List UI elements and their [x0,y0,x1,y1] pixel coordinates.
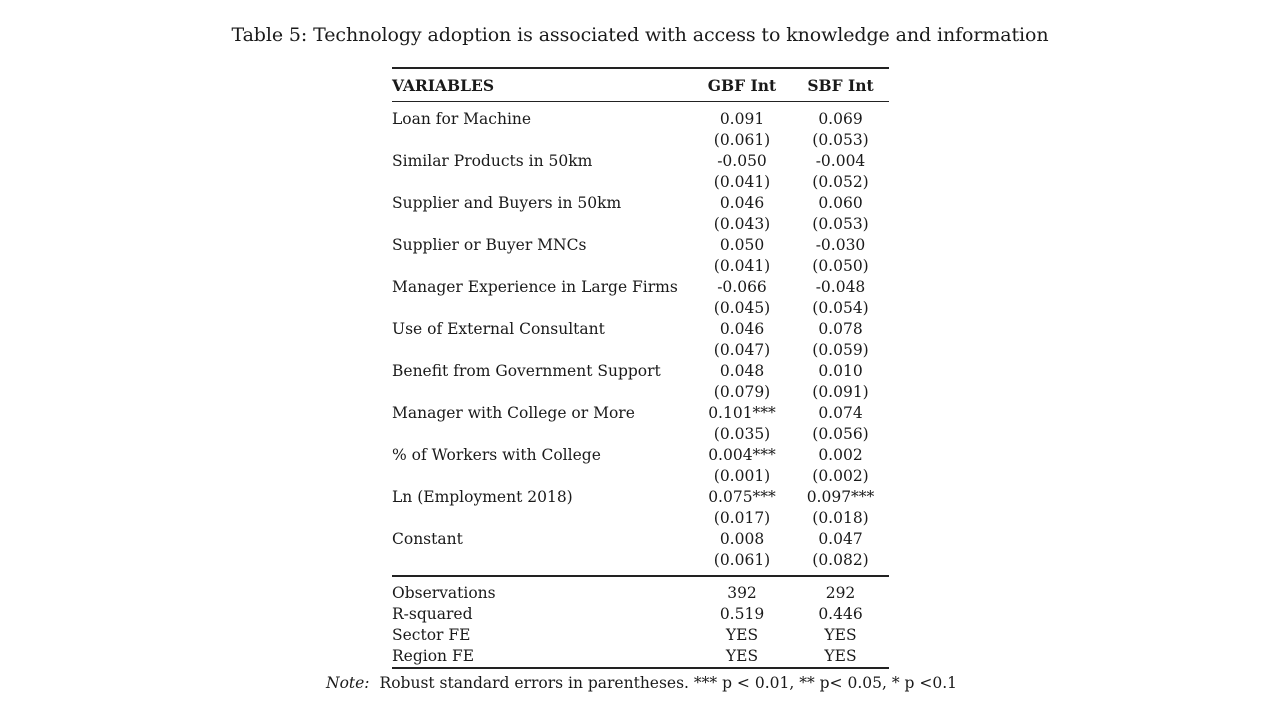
variable-label: Constant [392,530,463,548]
gbf-coefficient: 0.048 [719,362,765,380]
gbf-standard-error: (0.047) [713,341,771,359]
gbf-coefficient: -0.066 [717,278,767,296]
variable-label: % of Workers with College [392,446,601,464]
table-row [392,277,889,298]
sbf-coefficient: 0.060 [818,194,863,212]
sbf-standard-error: (0.053) [812,131,869,149]
table-row-se [392,340,889,361]
sbf-coefficient: 0.097*** [806,488,875,506]
stats-body [392,576,889,668]
variable-label: Use of External Consultant [392,320,605,338]
regression-table [392,67,889,669]
stats-row [392,646,889,668]
table-row-se [392,214,889,235]
stats-row [392,625,889,646]
gbf-standard-error: (0.045) [713,299,771,317]
gbf-standard-error: (0.035) [713,425,771,443]
sbf-coefficient: 0.002 [818,446,863,464]
variable-label: Benefit from Government Support [392,362,661,380]
table-row [392,403,889,424]
table-row [392,319,889,340]
stat-label: Observations [392,584,496,602]
regression-table-container [392,67,889,669]
sbf-standard-error: (0.054) [812,299,869,317]
stat-label: Region FE [392,647,475,665]
stats-row [392,583,889,604]
sbf-standard-error: (0.082) [812,551,869,569]
sbf-standard-error: (0.091) [812,383,869,401]
sbf-standard-error: (0.002) [812,467,869,485]
variable-label: Ln (Employment 2018) [392,488,573,506]
table-row-se [392,424,889,445]
stat-label: R-squared [392,605,473,623]
gbf-coefficient: 0.004*** [708,446,776,464]
sbf-stat-value: 0.446 [818,605,863,623]
sbf-stat-value: YES [824,647,857,665]
table-row [392,529,889,550]
table-row [392,109,889,130]
sbf-coefficient: -0.048 [815,278,866,296]
gbf-coefficient: 0.008 [719,530,765,548]
table-row [392,445,889,466]
sbf-standard-error: (0.052) [812,173,869,191]
table-note [326,674,957,692]
gbf-standard-error: (0.017) [713,509,771,527]
sbf-coefficient: 0.069 [818,110,863,128]
gbf-stat-value: YES [725,626,759,644]
gbf-standard-error: (0.043) [713,215,771,233]
table-row-se [392,256,889,277]
gbf-standard-error: (0.079) [713,383,771,401]
gbf-coefficient: 0.046 [719,320,765,338]
variable-label: Supplier and Buyers in 50km [392,194,622,212]
sbf-standard-error: (0.059) [812,341,869,359]
gbf-coefficient: 0.046 [719,194,765,212]
header-sbf-int: SBF Int [807,75,874,95]
sbf-standard-error: (0.018) [812,509,869,527]
sbf-stat-value: YES [824,626,857,644]
sbf-coefficient: -0.030 [815,236,866,254]
table-row-se [392,298,889,319]
sbf-coefficient: 0.078 [818,320,863,338]
table-row [392,235,889,256]
table-row-se [392,508,889,529]
note-label: Note: [326,674,370,692]
table-row [392,487,889,508]
gbf-coefficient: 0.050 [719,236,765,254]
table-row [392,361,889,382]
gbf-standard-error: (0.061) [713,131,771,149]
table-row-se [392,382,889,403]
table-row [392,151,889,172]
table-row-se [392,466,889,487]
sbf-coefficient: -0.004 [815,152,866,170]
sbf-coefficient: 0.074 [818,404,863,422]
gbf-coefficient: 0.075*** [708,488,776,506]
table-row [392,193,889,214]
variable-label: Similar Products in 50km [392,152,593,170]
sbf-coefficient: 0.010 [818,362,863,380]
variable-label: Manager with College or More [392,404,635,422]
coefficients-body [392,102,889,577]
stats-row [392,604,889,625]
sbf-stat-value: 292 [825,584,856,602]
gbf-stat-value: YES [725,647,759,665]
gbf-coefficient: 0.101*** [708,404,776,422]
variable-label: Loan for Machine [392,110,532,128]
sbf-standard-error: (0.050) [812,257,869,275]
variable-label: Manager Experience in Large Firms [392,278,678,296]
sbf-standard-error: (0.056) [812,425,869,443]
sbf-coefficient: 0.047 [818,530,863,548]
header-gbf-int: GBF Int [707,75,777,95]
table-caption: Table 5: Technology adoption is associated with access to knowledge and information [231,24,1049,46]
gbf-coefficient: -0.050 [717,152,767,170]
table-row-se [392,172,889,193]
gbf-stat-value: 0.519 [719,605,765,623]
variable-label: Supplier or Buyer MNCs [392,236,587,254]
header-variables: VARIABLES [392,75,495,95]
note-text: Robust standard errors in parentheses. *** p < 0.01, ** p< 0.05, * p <0.1 [379,674,958,692]
table-row-se [392,550,889,571]
gbf-standard-error: (0.041) [713,173,771,191]
gbf-standard-error: (0.001) [713,467,771,485]
sbf-standard-error: (0.053) [812,215,869,233]
gbf-standard-error: (0.061) [713,551,771,569]
header-row [392,68,889,102]
table-row-se [392,130,889,151]
stat-label: Sector FE [392,626,471,644]
gbf-stat-value: 392 [727,584,757,602]
gbf-standard-error: (0.041) [713,257,771,275]
gbf-coefficient: 0.091 [719,110,765,128]
